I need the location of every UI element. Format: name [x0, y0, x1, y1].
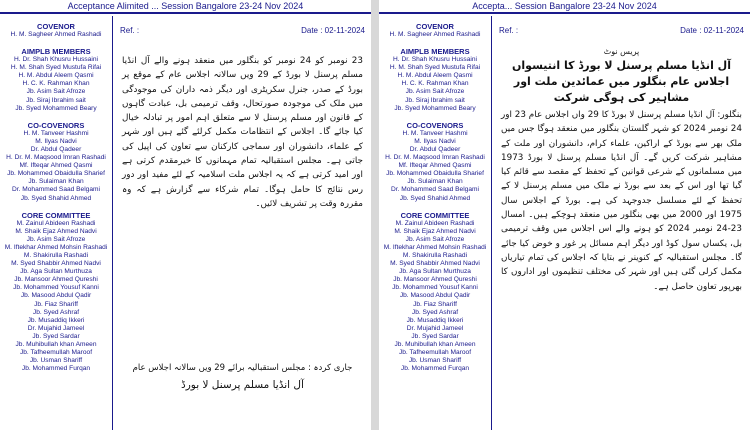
committee-member: Jb. Asim Sait Afroze	[26, 235, 86, 243]
committee-member: Jb. Masood Abdul Qadir	[399, 292, 471, 300]
committee-member: M. Iftekhar Ahmed Mohsin Rashadi	[4, 243, 108, 251]
committee-member: Jb. Mohammed Yousuf Kanni	[392, 284, 478, 292]
sidebar-section-title: AIMPLB MEMBERS	[400, 47, 470, 57]
committee-member: Dr. Mohammed Saad Belgami	[12, 186, 100, 194]
letter-date: Date : 02-11-2024	[680, 26, 744, 35]
committee-member: M. Iftekhar Ahmed Mohsin Rashadi	[383, 243, 487, 251]
sidebar-section-title: CORE COMMITTEE	[21, 210, 91, 220]
committee-member: Jb. Fiaz Shariff	[413, 300, 457, 308]
sidebar-section-title: AIMPLB MEMBERS	[21, 47, 91, 57]
committee-member: Jb. Mansoor Ahmed Qureshi	[14, 276, 98, 284]
committee-member: H. C. K. Rahman Khan	[22, 80, 90, 88]
committee-sidebar	[0, 16, 113, 430]
committee-member: Jb. Syed Mohammed Beary	[15, 104, 97, 112]
committee-member: Jb. Muhibullah khan Ameen	[394, 341, 476, 348]
page-gutter	[371, 0, 379, 430]
sidebar-section-title: CORE COMMITTEE	[400, 210, 470, 220]
committee-member: Jb. Aga Sultan Murthuza	[20, 268, 92, 276]
right-letter-page	[379, 0, 750, 430]
committee-member: M. Zainul Abideen Rashadi	[16, 219, 96, 227]
committee-member: Dr. Mujahid Jameel	[406, 324, 464, 332]
committee-member: M. Shaik Ejaz Ahmed Nadvi	[394, 227, 476, 235]
committee-member: M. Ilyas Nadvi	[414, 137, 456, 145]
letter-main	[493, 16, 750, 430]
committee-member: Jb. Syed Sardar	[32, 332, 80, 340]
press-note-title: آل انڈیا مسلم پرسنل لا بورڈ کا انتیسواں اجلاس عام بنگلور میں عمائدین ملت اور مشاہیر کی ہوگی شرکت	[512, 59, 731, 104]
committee-member: Jb. Tafheemullah Maroof	[398, 349, 472, 357]
sidebar-section-title: CO-COVENORS	[27, 120, 85, 130]
committee-member: Dr. Mohammed Saad Belgami	[391, 186, 479, 194]
committee-member: Jb. Syed Ashraf	[411, 308, 459, 316]
header-rule	[379, 12, 750, 14]
committee-member: Jb. Tafheemullah Maroof	[19, 349, 93, 357]
committee-member: Jb. Siraj Ibrahim sait	[26, 96, 86, 104]
left-letter-page	[0, 0, 371, 430]
organization-name: آل انڈیا مسلم پرسنل لا بورڈ	[181, 379, 304, 391]
committee-member: Jb. Masood Abdul Qadir	[20, 292, 92, 300]
committee-member: M. Syed Shabbir Ahmed Nadvi	[390, 260, 480, 268]
committee-member: Jb. Fiaz Shariff	[34, 300, 78, 308]
press-note-body-urdu: بنگلور: آل انڈیا مسلم پرسنل لا بورڈ کا 29 واں اجلاس عام 23 اور 24 نومبر 2024 کو شہر گلستان بنگلور میں منعقد ہوگا جس میں ملک بھر سے بورڈ کے اراکین، علماء کرام، دانشوران اور ملت کے مشاہیر شرکت کریں گے۔ آل انڈیا مسلم پرسنل لا بورڈ 1973 میں مسلمانوں کے شرعی قوانین کے تحفظ کے مقصد سے قائم کیا گیا تھا اور اس کے بعد سے بورڈ نے ملک میں مسلم پرسنل لا کے تحفظ کے لئے مسلسل جدوجہد کی ہے۔ بورڈ کے اجلاس سال 1975 اور 2000 میں بھی بنگلور میں منعقد ہوچکے ہیں۔ امسال 23-24 نومبر 2024 کو ہونے والے اس اجلاس میں وقف ترمیمی بل، یکساں سول کوڈ اور دیگر اہم مسائل پر غور و خوض کیا جائے گا۔ مجلس استقبالیہ کے کنوینر نے بتایا کہ اجلاس کی تمام تیاریاں مکمل کرلی گئی ہیں اور شہر کی مختلف تنظیموں اور اداروں کا بھرپور تعاون حاصل ہے۔	[501, 110, 742, 292]
ref-label: Ref. :	[499, 26, 519, 35]
committee-member: H. M. Shah Syed Mustufa Rifai	[389, 64, 481, 72]
committee-member: M. Zainul Abideen Rashadi	[395, 219, 475, 227]
sidebar-section-title: CO-COVENORS	[406, 120, 464, 130]
committee-member: H. C. K. Rahman Khan	[401, 80, 469, 88]
committee-member: Jb. Usman Shariff	[29, 357, 83, 365]
letter-date: Date : 02-11-2024	[301, 26, 365, 35]
letter-main	[114, 16, 371, 430]
committee-member: Jb. Asim Sait Afroze	[405, 235, 465, 243]
committee-member: Jb. Mohammed Obaidulla Sharief	[386, 170, 484, 178]
committee-member: Dr. Abdul Qadeer	[409, 145, 461, 153]
committee-member: H. M. Tanveer Hashmi	[402, 129, 468, 137]
letter-meta	[120, 26, 365, 38]
committee-member: Jb. Syed Shahid Ahmed	[399, 194, 471, 202]
committee-member: M. Ilyas Nadvi	[35, 137, 77, 145]
committee-member: Jb. Syed Sardar	[411, 332, 459, 340]
committee-member: Jb. Aga Sultan Murthuza	[399, 268, 471, 276]
header-rule	[0, 12, 371, 14]
committee-member: H. Dr. M. Maqsood Imran Rashadi	[385, 154, 485, 162]
ref-label: Ref. :	[120, 26, 140, 35]
committee-member: Jb. Syed Shahid Ahmed	[20, 194, 92, 202]
committee-member: Jb. Siraj Ibrahim sait	[405, 96, 465, 104]
committee-member: Mf. Ifteqar Ahmed Qasmi	[19, 162, 93, 170]
committee-member: M. Shaik Ejaz Ahmed Nadvi	[15, 227, 97, 235]
committee-member: M. Shakirulla Rashadi	[402, 251, 468, 259]
committee-member: H. Dr. M. Maqsood Imran Rashadi	[6, 154, 106, 162]
committee-member: H. Dr. Shah Khusru Hussaini	[14, 56, 98, 64]
committee-member: H. M. Sagheer Ahmed Rashadi	[389, 31, 481, 38]
committee-member: H. Dr. Shah Khusru Hussaini	[393, 56, 477, 64]
committee-member: Mf. Ifteqar Ahmed Qasmi	[398, 162, 472, 170]
committee-member: M. Shakirulla Rashadi	[23, 251, 89, 259]
committee-member: M. Syed Shabbir Ahmed Nadvi	[11, 260, 101, 268]
sidebar-section-title: COVENOR	[416, 22, 454, 31]
committee-member: Jb. Sulaiman Khan	[28, 178, 84, 186]
letterhead-header: Acceptance Alimited ... Session Bangalore 23-24 Nov 2024	[67, 1, 304, 11]
committee-member: H. M. Abdul Aleem Qasmi	[397, 72, 473, 80]
committee-member: H. M. Sagheer Ahmed Rashadi	[10, 31, 102, 38]
committee-member: Dr. Mujahid Jameel	[27, 324, 85, 332]
committee-member: H. M. Shah Syed Mustufa Rifai	[10, 64, 102, 72]
committee-member: Jb. Muhibullah khan Ameen	[15, 341, 97, 348]
committee-sidebar	[379, 16, 492, 430]
committee-member: Jb. Musaddiq Ikkeri	[27, 316, 85, 324]
committee-member: Jb. Sulaiman Khan	[407, 178, 463, 186]
press-note-label: پریس نوٹ	[603, 47, 640, 56]
committee-member: Jb. Mohammed Furqan	[21, 365, 91, 373]
committee-member: H. M. Tanveer Hashmi	[23, 129, 89, 137]
committee-member: Jb. Mohammed Furqan	[400, 365, 470, 373]
committee-member: Jb. Asim Sait Afroze	[26, 88, 86, 96]
committee-member: Jb. Musaddiq Ikkeri	[406, 316, 464, 324]
letterhead-header: Accepta... Session Bangalore 23-24 Nov 2024	[472, 1, 657, 11]
committee-member: H. M. Abdul Aleem Qasmi	[18, 72, 94, 80]
committee-member: Jb. Syed Mohammed Beary	[394, 104, 476, 112]
press-note-heading	[501, 46, 742, 106]
letter-body-urdu: 23 نومبر کو 24 نومبر کو بنگلور میں منعقد ہونے والے آل انڈیا مسلم پرسنل لا بورڈ کے 29 ویں سالانہ اجلاس عام کے موقع پر بورڈ کے صدر، جنرل سکریٹری اور دیگر ذمہ داران کی موجودگی میں ملک کی موجودہ صورتحال، وقف ترمیمی بل، عبادت گاہوں کے قانون اور مسلم پرسنل لا سے متعلق اہم امور پر تبادلہ خیال کیا جائے گا۔ اجلاس کے انتظامات مکمل کرلئے گئے ہیں اور شہر کے علماء، دانشوران اور سماجی کارکنان سے تعاون کی اپیل کی جاتی ہے۔ مجلس استقبالیہ تمام مہمانوں کا خیرمقدم کرتی ہے اور امید کرتی ہے کہ یہ اجلاس ملت اسلامیہ کے لئے مفید اور دور رس نتائج کا حامل ہوگا۔ تمام شرکاء سے گزارش ہے کہ وہ مقررہ وقت پر تشریف لائیں۔	[122, 56, 363, 209]
issued-by: جاری کردہ : مجلس استقبالیہ برائے 29 ویں سالانہ اجلاس عام	[132, 363, 353, 373]
committee-member: Dr. Abdul Qadeer	[30, 145, 82, 153]
committee-member: Jb. Syed Ashraf	[32, 308, 80, 316]
committee-member: Jb. Usman Shariff	[408, 357, 462, 365]
committee-member: Jb. Asim Sait Afroze	[405, 88, 465, 96]
committee-member: Jb. Mohammed Obaidulla Sharief	[7, 170, 105, 178]
committee-member: Jb. Mansoor Ahmed Qureshi	[393, 276, 477, 284]
committee-member: Jb. Mohammed Yousuf Kanni	[13, 284, 99, 292]
sidebar-section-title: COVENOR	[37, 22, 75, 31]
letter-meta	[499, 26, 744, 38]
